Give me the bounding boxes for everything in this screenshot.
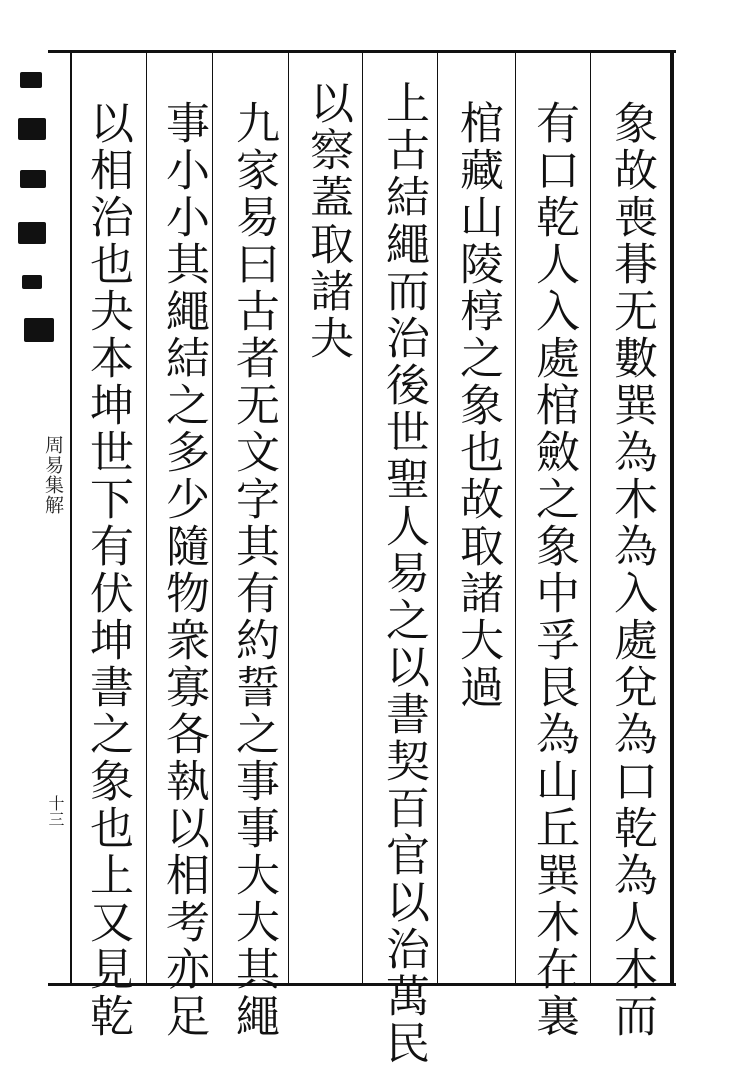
book-title: 周易集解	[42, 435, 64, 515]
bottom-border	[48, 983, 676, 986]
column-divider	[437, 53, 438, 983]
text-column-8: 以相治也夬本坤世下有伏坤書之象也上又見乾	[82, 100, 133, 1040]
text-column-1: 象故喪朞无數巽為木為入處兌為口乾為人木而	[606, 100, 657, 1040]
column-divider	[515, 53, 516, 983]
seal-mark	[20, 170, 46, 188]
column-divider	[590, 53, 591, 983]
seal-mark	[18, 118, 46, 140]
inner-margin-line	[70, 50, 72, 986]
text-column-5: 以察蓋取諸夬	[302, 80, 353, 362]
right-border	[670, 50, 674, 986]
column-divider	[146, 53, 147, 983]
seal-mark	[18, 222, 46, 244]
seal-mark	[22, 275, 42, 289]
column-divider	[288, 53, 289, 983]
text-column-2: 有口乾人入處棺斂之象中孚艮為山丘巽木在裏	[528, 100, 579, 1040]
text-column-3: 棺藏山陵椁之象也故取諸大過	[452, 100, 503, 711]
seal-mark	[20, 72, 42, 88]
column-divider	[362, 53, 363, 983]
text-column-6: 九家易曰古者无文字其有約誓之事事大大其繩	[228, 100, 279, 1040]
page-number: 十三	[46, 795, 65, 827]
text-column-4: 上古結繩而治後世聖人易之以書契百官以治萬民	[378, 80, 429, 1067]
text-column-7: 事小小其繩結之多少隨物衆寡各執以相考亦足	[158, 100, 209, 1040]
column-divider	[212, 53, 213, 983]
seal-mark	[24, 318, 54, 342]
